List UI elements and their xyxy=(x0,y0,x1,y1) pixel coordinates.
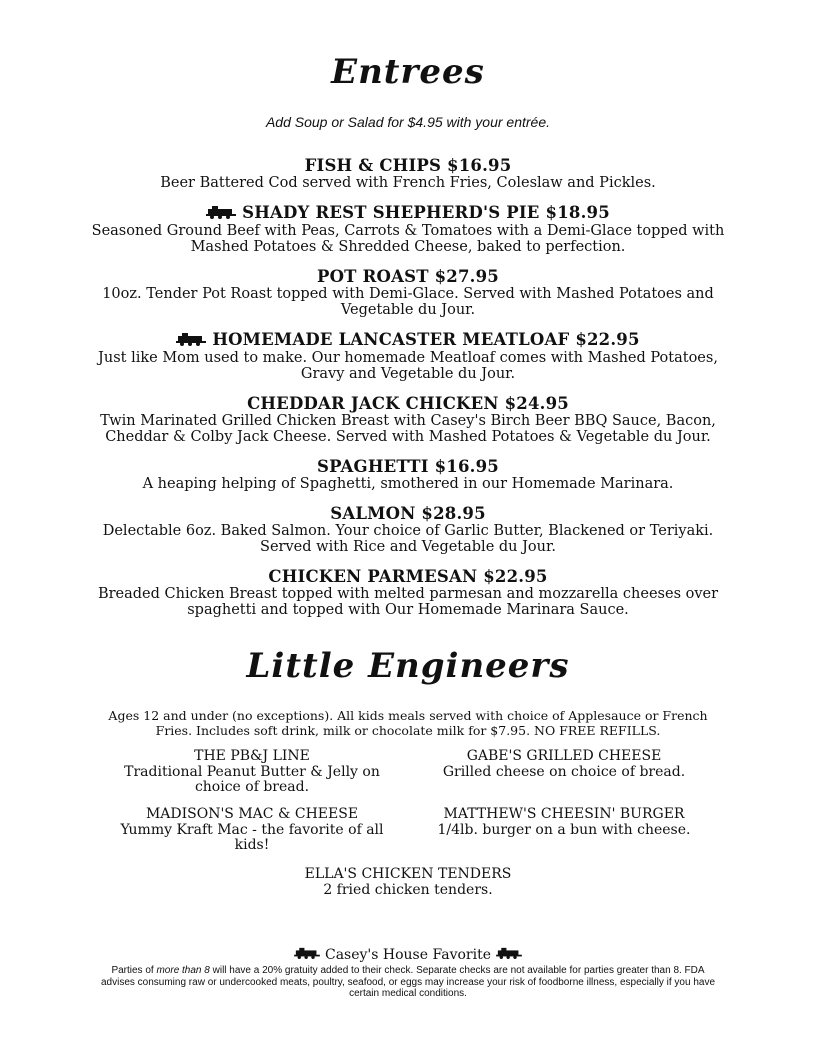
kids-menu-item xyxy=(112,749,392,796)
item-name: SALMON $28.95 xyxy=(330,504,486,523)
kids-item-name: MADISON'S MAC & CHEESE xyxy=(145,806,359,822)
fine-print-start: Parties of xyxy=(111,965,157,976)
kids-menu-item xyxy=(424,807,704,838)
menu-item xyxy=(80,156,736,191)
item-description: Delectable 6oz. Baked Salmon. Your choice of Garlic Butter, Blackened or Teriyaki. Served with Rice and Vegetable du Jour. xyxy=(102,523,714,555)
kids-title: Little Engineers xyxy=(246,646,570,686)
kids-item-description: 1/4lb. burger on a bun with cheese. xyxy=(437,821,691,838)
item-name: SPAGHETTI $16.95 xyxy=(317,457,499,476)
menu-item xyxy=(80,504,736,555)
footer xyxy=(96,946,720,1000)
item-name: CHICKEN PARMESAN $22.95 xyxy=(268,567,548,586)
item-name xyxy=(80,330,736,350)
item-name xyxy=(80,203,736,223)
house-favorite-legend xyxy=(96,946,720,964)
kids-item-name: MATTHEW'S CHEESIN' BURGER xyxy=(443,806,685,822)
item-description: Beer Battered Cod served with French Fries, Coleslaw and Pickles. xyxy=(160,175,656,191)
menu-item xyxy=(80,457,736,492)
menu-item xyxy=(80,203,736,255)
item-description: Breaded Chicken Breast topped with melted parmesan and mozzarella cheeses over spaghetti and topped with Our Homemade Marinara Sauce. xyxy=(97,586,719,618)
item-description: 10oz. Tender Pot Roast topped with Demi-Glace. Served with Mashed Potatoes and Vegetable du Jour. xyxy=(102,286,714,318)
kids-item-description: Yummy Kraft Mac - the favorite of all kids! xyxy=(120,821,384,853)
kids-item-name: ELLA'S CHICKEN TENDERS xyxy=(304,866,512,882)
train-icon xyxy=(496,946,522,964)
item-description: Just like Mom used to make. Our homemade Meatloaf comes with Mashed Potatoes, Gravy and Vegetable du Jour. xyxy=(98,350,718,382)
item-name-text: SHADY REST SHEPHERD'S PIE $18.95 xyxy=(242,203,610,222)
item-name-text: HOMEMADE LANCASTER MEATLOAF $22.95 xyxy=(212,330,640,349)
fine-print xyxy=(96,965,720,1000)
item-name: POT ROAST $27.95 xyxy=(317,267,499,286)
item-description: Seasoned Ground Beef with Peas, Carrots & Tomatoes with a Demi-Glace topped with Mashed Potatoes & Shredded Cheese, baked to perfection. xyxy=(91,223,725,255)
kids-item-description: 2 fried chicken tenders. xyxy=(323,881,493,898)
menu-item xyxy=(80,567,736,618)
item-name: FISH & CHIPS $16.95 xyxy=(304,156,512,175)
kids-item-name: THE PB&J LINE xyxy=(194,748,310,764)
kids-menu-item xyxy=(258,867,558,898)
kids-item-description: Traditional Peanut Butter & Jelly on choice of bread. xyxy=(124,763,380,795)
item-name: CHEDDAR JACK CHICKEN $24.95 xyxy=(247,394,569,413)
menu-item xyxy=(80,330,736,382)
entrees-subtitle: Add Soup or Salad for $4.95 with your entrée. xyxy=(265,114,551,130)
item-description: A heaping helping of Spaghetti, smothered in our Homemade Marinara. xyxy=(142,476,674,492)
kids-menu-item xyxy=(112,807,392,854)
kids-intro: Ages 12 and under (no exceptions). All kids meals served with choice of Applesauce or French Fries. Includes soft drink, milk or chocolate milk for $7.95. NO FREE REFILLS. xyxy=(108,708,708,738)
fine-print-rest: will have a 20% gratuity added to their check. Separate checks are not available for parties greater than 8. FDA advises consuming raw or undercooked meats, poultry, seafood, or eggs may increase your risk of foodborne illness, especially if you have certain medical conditions. xyxy=(100,965,716,999)
item-description: Twin Marinated Grilled Chicken Breast with Casey's Birch Beer BBQ Sauce, Bacon, Cheddar & Colby Jack Cheese. Served with Mashed Potatoes & Vegetable du Jour. xyxy=(100,413,716,445)
entrees-title: Entrees xyxy=(331,52,485,92)
menu-item xyxy=(80,267,736,318)
entrees-list xyxy=(80,156,736,630)
kids-menu-item xyxy=(424,749,704,780)
kids-item-description: Grilled cheese on choice of bread. xyxy=(442,763,686,780)
train-icon xyxy=(176,331,206,350)
house-favorite-label: Casey's House Favorite xyxy=(324,947,492,963)
kids-item-name: GABE'S GRILLED CHEESE xyxy=(466,748,662,764)
train-icon xyxy=(294,946,320,964)
menu-item xyxy=(80,394,736,445)
fine-print-emphasis: more than 8 xyxy=(156,965,210,976)
train-icon xyxy=(206,204,236,223)
